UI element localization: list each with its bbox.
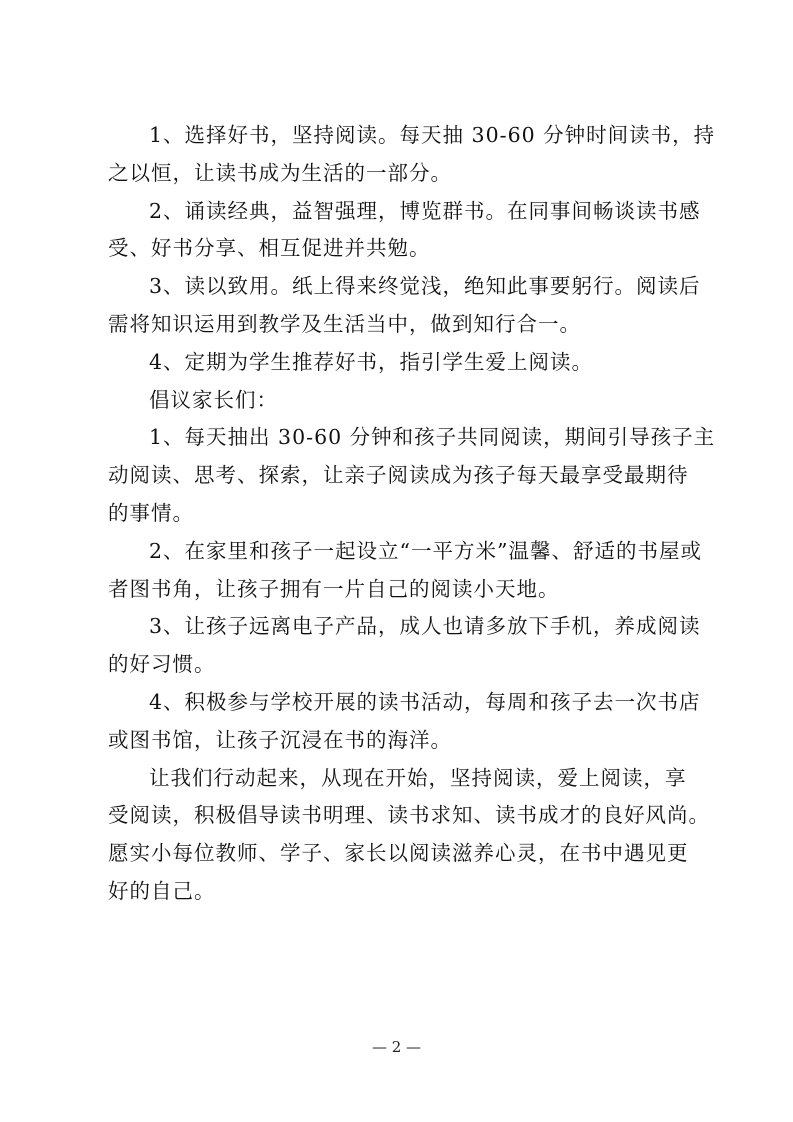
text-line: 让我们行动起来，从现在开始，坚持阅读，爱上阅读，享 bbox=[149, 765, 687, 790]
text-line: 或图书馆，让孩子沉浸在书的海洋。 bbox=[108, 727, 452, 752]
paragraph-teacher-3 bbox=[108, 268, 708, 344]
text-line: 受、好书分享、相互促进并共勉。 bbox=[108, 236, 431, 261]
text-line: 2、在家里和孩子一起设立“一平方米”温馨、舒适的书屋或 bbox=[149, 538, 703, 563]
paragraph-parent-2 bbox=[108, 533, 708, 609]
paragraph-teacher-2 bbox=[108, 193, 708, 269]
text-line: 的事情。 bbox=[108, 500, 194, 525]
text-line: 受阅读，积极倡导读书明理、读书求知、读书成才的良好风尚。 bbox=[108, 803, 710, 828]
text-line: 愿实小每位教师、学子、家长以阅读滋养心灵，在书中遇见更 bbox=[108, 841, 689, 866]
paragraph-closing bbox=[108, 760, 708, 911]
section-heading-parents bbox=[108, 382, 708, 420]
text-line: 1、选择好书，坚持阅读。每天抽 30-60 分钟时间读书，持 bbox=[149, 123, 716, 147]
document-body bbox=[108, 117, 716, 911]
text-line: 好的自己。 bbox=[108, 878, 216, 903]
text-line: 3、让孩子远离电子产品，成人也请多放下手机，养成阅读 bbox=[149, 614, 701, 639]
text-line: 倡议家长们： bbox=[149, 387, 278, 412]
text-line: 1、每天抽出 30-60 分钟和孩子共同阅读，期间引导孩子主 bbox=[149, 425, 716, 450]
paragraph-parent-1 bbox=[108, 419, 716, 532]
text-line: 4、积极参与学校开展的读书活动，每周和孩子去一次书店 bbox=[149, 689, 701, 714]
text-line: 的好习惯。 bbox=[108, 652, 216, 677]
text-line: 者图书角，让孩子拥有一片自己的阅读小天地。 bbox=[108, 576, 560, 601]
text-line: 需将知识运用到教学及生活当中，做到知行合一。 bbox=[108, 311, 581, 336]
paragraph-parent-3 bbox=[108, 608, 708, 684]
text-line: 2、诵读经典，益智强理，博览群书。在同事间畅谈读书感 bbox=[149, 198, 701, 223]
paragraph-teacher-4 bbox=[108, 344, 708, 382]
paragraph-parent-4 bbox=[108, 684, 708, 760]
paragraph-teacher-1 bbox=[108, 117, 716, 193]
page-number: — 2 — bbox=[371, 1038, 422, 1056]
text-line: 之以恒，让读书成为生活的一部分。 bbox=[108, 160, 452, 185]
text-line: 4、定期为学生推荐好书，指引学生爱上阅读。 bbox=[149, 349, 594, 374]
text-line: 动阅读、思考、探索，让亲子阅读成为孩子每天最享受最期待 bbox=[108, 463, 689, 488]
text-line: 3、读以致用。纸上得来终觉浅，绝知此事要躬行。阅读后 bbox=[149, 274, 701, 299]
